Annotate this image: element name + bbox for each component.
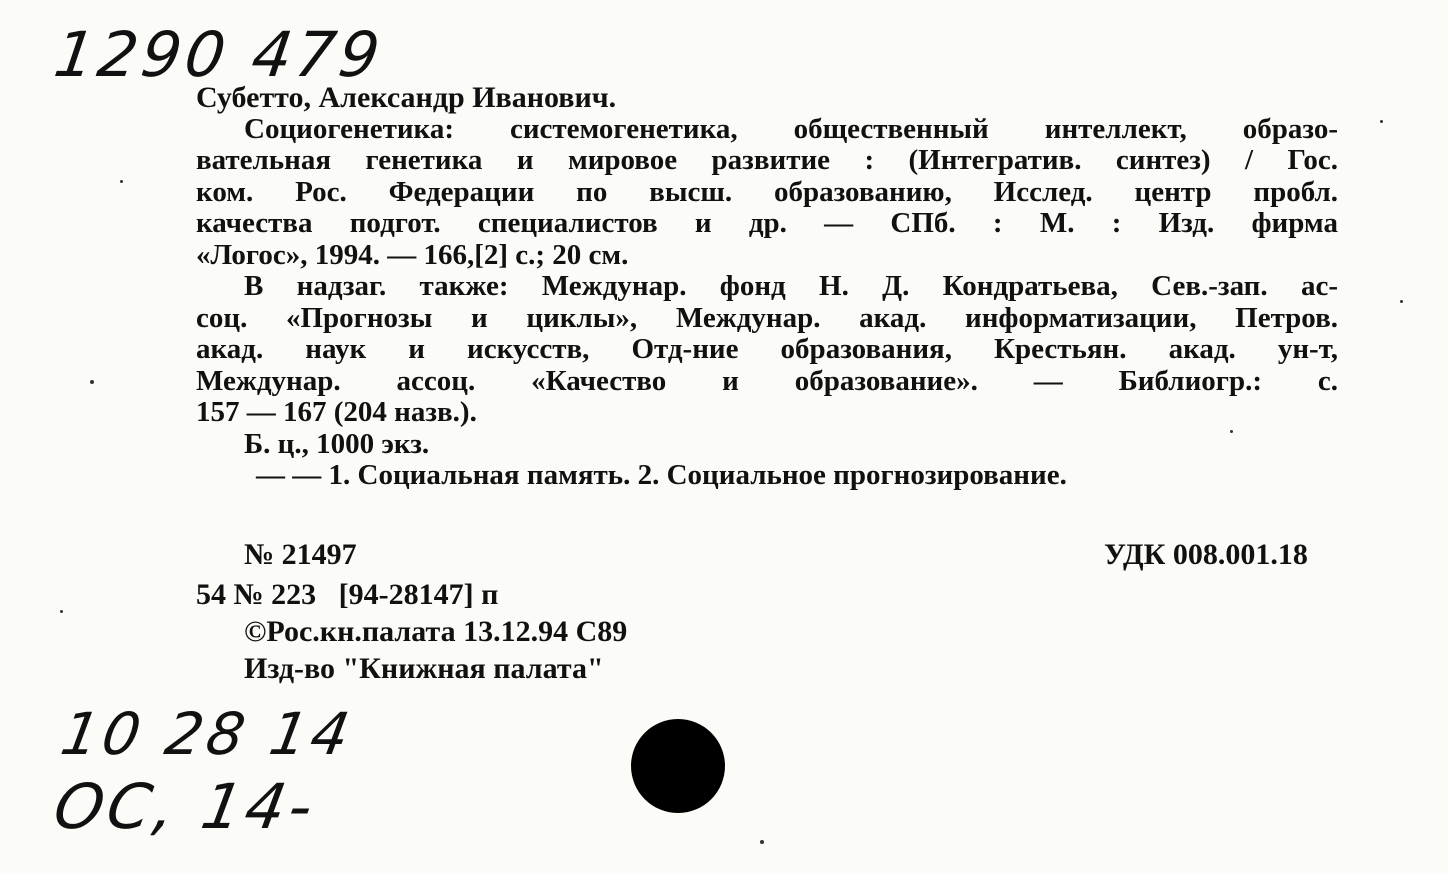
note-line: соц. «Прогнозы и циклы», Междунар. акад. информатизации, Петров. <box>196 301 1338 334</box>
price-line: Б. ц., 1000 экз. <box>244 427 430 460</box>
card-number: 54 № 223 [94-28147] п <box>196 578 499 611</box>
title-line: качества подгот. специалистов и др. — СПб. : М. : Изд. фирма <box>196 207 1338 239</box>
noise-speck <box>1230 430 1233 433</box>
title-line: «Логос», 1994. — 166,[2] с.; 20 см. <box>196 238 629 271</box>
handwritten-inventory-number: 10 28 14 <box>56 700 359 768</box>
handwritten-note: OC, 14- <box>48 770 323 843</box>
note-line: Междунар. ассоц. «Качество и образование». — Библиогр.: с. <box>196 364 1338 397</box>
noise-speck <box>90 380 94 384</box>
udk-code: УДК 008.001.18 <box>1104 538 1308 571</box>
author-heading: Субетто, Александр Иванович. <box>196 81 617 114</box>
handwritten-call-number: 1290 479 <box>49 18 388 91</box>
record-number: № 21497 <box>244 538 357 571</box>
bibliographic-record <box>196 82 1338 492</box>
title-line: ком. Рос. Федерации по высш. образованию, Исслед. центр пробл. <box>196 175 1338 208</box>
noise-speck <box>1380 120 1383 123</box>
noise-speck <box>1400 300 1403 303</box>
noise-speck <box>760 840 764 844</box>
note-line: 157 — 167 (204 назв.). <box>196 396 477 428</box>
subjects-line: — — 1. Социальная память. 2. Социальное прогнозирование. <box>256 459 1067 491</box>
title-line: Социогенетика: системогенетика, общественный интеллект, образо- <box>244 112 1338 145</box>
noise-speck <box>120 180 123 183</box>
punch-hole <box>631 719 725 813</box>
note-line: В надзаг. также: Междунар. фонд Н. Д. Кондратьева, Сев.-зап. ас- <box>244 270 1338 302</box>
copyright-line: ©Рос.кн.палата 13.12.94 С89 <box>244 615 628 648</box>
publisher-line: Изд-во "Книжная палата" <box>244 652 604 685</box>
note-line: акад. наук и искусств, Отд-ние образования, Крестьян. акад. ун-т, <box>196 333 1338 365</box>
title-line: вательная генетика и мировое развитие : (Интегратив. синтез) / Гос. <box>196 144 1338 176</box>
noise-speck <box>60 610 63 613</box>
